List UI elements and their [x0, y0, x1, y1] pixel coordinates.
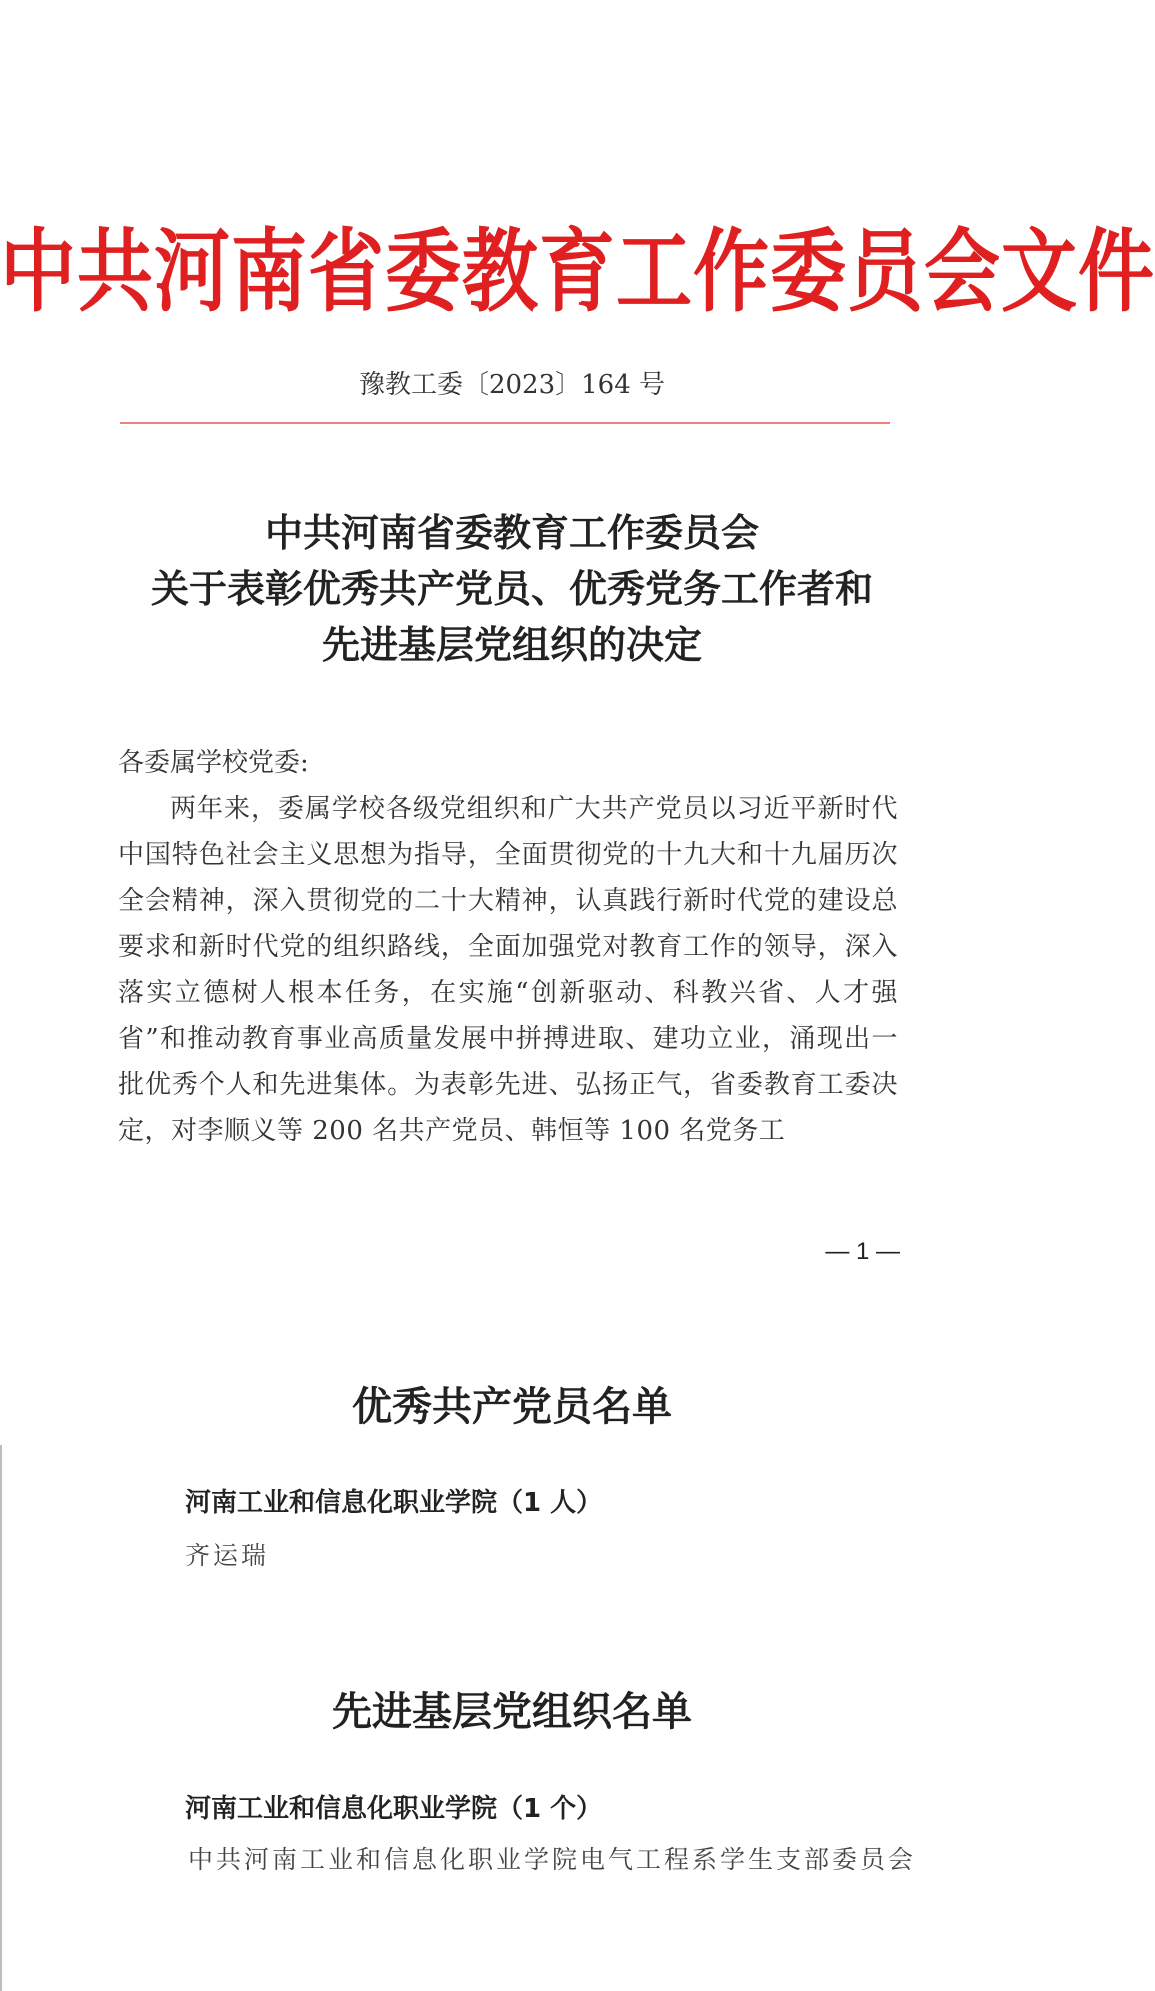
organization-name: 中共河南工业和信息化职业学院电气工程系学生支部委员会 — [188, 1845, 917, 1874]
party-member-name: 齐运瑞 — [185, 1541, 270, 1570]
salutation: 各委属学校党委: — [118, 748, 309, 778]
organization-list-heading: 先进基层党组织名单 — [332, 1688, 692, 1735]
decision-title-line-3: 先进基层党组织的决定 — [321, 622, 702, 667]
page-number: — 1 — — [825, 1238, 900, 1265]
decision-title — [80, 505, 944, 673]
decision-title-line-1: 中共河南省委教育工作委员会 — [264, 510, 759, 555]
document-masthead: 中共河南省委教育工作委员会文件 — [0, 218, 1155, 324]
party-member-list-heading: 优秀共产党员名单 — [352, 1383, 672, 1430]
decision-body-paragraph: 两年来，委属学校各级党组织和广大共产党员以习近平新时代中国特色社会主义思想为指导，全面贯彻党的十九大和十九届历次全会精神，深入贯彻党的二十大精神，认真践行新时代党的建设总要求和新时代党的组织路线，全面加强党对教育工作的领导，深入落实立德树人根本任务，在实施“创新驱动、科教兴省、人才强省”和推动教育事业高质量发展中拼搏进取、建功立业，涌现出一批优秀个人和先进集体。为表彰先进、弘扬正气，省委教育工委决定，对李顺义等 200 名共产党员、韩恒等 100 名党务工 — [118, 794, 898, 1146]
party-member-school-name: 河南工业和信息化职业学院（1 人） — [185, 1488, 603, 1518]
organization-school-name: 河南工业和信息化职业学院（1 个） — [185, 1794, 603, 1824]
red-divider — [120, 422, 890, 424]
decision-title-line-2: 关于表彰优秀共产党员、优秀党务工作者和 — [150, 566, 873, 611]
document-number: 豫教工委〔2023〕164 号 — [358, 370, 666, 400]
